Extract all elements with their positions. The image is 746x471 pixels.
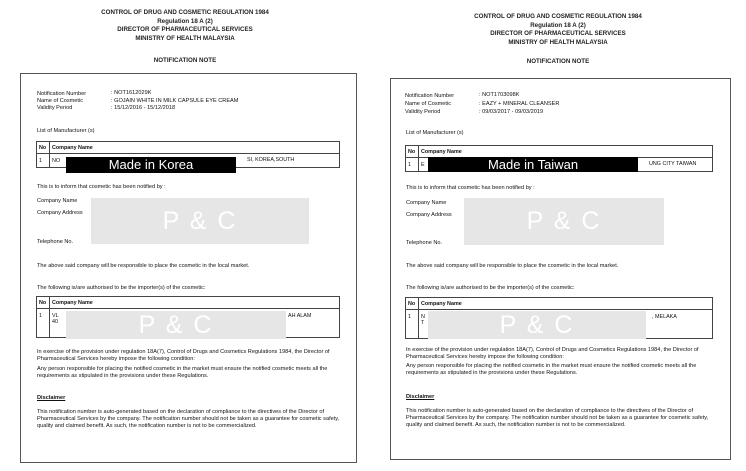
company-name-label: Company Name <box>406 200 447 206</box>
col-company-name: Company Name <box>50 142 340 154</box>
header-line-2: Regulation 18 A (2) <box>530 21 586 29</box>
header-line-1: CONTROL OF DRUG AND COSMETIC REGULATION 1984 <box>474 13 642 20</box>
col-no: No <box>406 298 419 310</box>
note-title: NOTIFICATION NOTE <box>526 58 590 65</box>
table-row: 1 N T , MELAKA <box>406 310 713 339</box>
company-name-label: Company Name <box>37 198 78 204</box>
manufacturer-list-label: List of Manufacturer (s) <box>37 128 95 134</box>
company-address-label: Company Address <box>37 210 83 216</box>
manufacturer-start: E <box>421 161 425 168</box>
importer-start-1: VL <box>52 313 59 319</box>
cosmetic-name-label: Name of Cosmetic <box>405 101 452 107</box>
condition-text: Any person responsible for placing the notified cosmetic in the market must ensure the notified cosmetic meets all the requirements as stipulated in the provisions under these Regulations. <box>406 363 697 377</box>
validity-label: Validity Period <box>405 109 441 115</box>
cosmetic-name-label: Name of Cosmetic <box>37 98 84 104</box>
notification-number-label: Notification Number <box>37 91 87 97</box>
disclaimer-text: This notification number is auto-generated based on the declaration of compliance to the directives of the Director of Pharmaceutical Services by the company. The notification number should not be taken as a guarantee for cosmetic safety, quality and claimed benefit. As such, the notification number is not to be commercialized. <box>37 409 340 430</box>
col-company-name: Company Name <box>419 298 713 310</box>
col-no: No <box>406 146 419 158</box>
header-line-3: DIRECTOR OF PHARMACEUTICAL SERVICES <box>117 26 253 34</box>
manufacturer-redaction: Made in Korea <box>66 157 236 173</box>
col-no: No <box>37 297 50 309</box>
table-row: 1 E UNG CITY TAIWAN <box>406 158 713 172</box>
note-title: NOTIFICATION NOTE <box>153 57 217 64</box>
disclaimer-text: This notification number is auto-generated based on the declaration of compliance to the directives of the Director of Pharmaceutical Services by the company. The notification number should not be taken as a guarantee for cosmetic safety, quality and claimed benefit. As such, the notification number is not to be commercialized. <box>406 408 709 429</box>
disclaimer-title: Disclaimer <box>37 395 66 401</box>
manufacturer-end: SI, KOREA,SOUTH <box>247 157 295 163</box>
manufacturer-list-label: List of Manufacturer (s) <box>406 130 464 136</box>
validity-value: : 09/03/2017 - 09/03/2019 <box>479 109 544 115</box>
col-no: No <box>37 142 50 154</box>
importer-end: AH ALAM <box>288 313 312 319</box>
disclaimer-title: Disclaimer <box>406 394 435 400</box>
col-company-name: Company Name <box>419 146 713 158</box>
telephone-label: Telephone No. <box>406 240 443 246</box>
notification-number-label: Notification Number <box>405 93 455 99</box>
table-row: 1 VL 40 AH ALAM <box>37 309 340 338</box>
doc-header <box>70 9 300 43</box>
cosmetic-name-value: : GOJAIN WHITE IN MILK CAPSULE EYE CREAM <box>111 98 239 104</box>
notification-number-value: : NOT1703098K <box>479 92 520 98</box>
importers-text: The following is/are authorised to be the importer(s) of the cosmetic: <box>406 285 575 291</box>
notified-by-text: This is to inform that cosmetic has been notified by : <box>406 185 535 191</box>
manufacturer-redaction: Made in Taiwan <box>428 157 638 172</box>
condition-text: Any person responsible for placing the notified cosmetic in the market must ensure the notified cosmetic meets all the requirements as stipulated in the provisions under these Regulations. <box>37 366 328 380</box>
header-line-4: MINISTRY OF HEALTH MALAYSIA <box>135 34 235 42</box>
importer-start-1: N <box>421 314 425 320</box>
notification-number-value: : NOT1612029K <box>111 90 152 96</box>
importer-start-2: T <box>421 320 425 326</box>
provision-text: In exercise of the provision under regulation 18A(7), Control of Drugs and Cosmetics Regulations 1984, the Director of Pharmaceutical Services hereby impose the following condition: <box>37 349 330 363</box>
responsible-text: The above said company will be responsible to place the cosmetic in the local market. <box>37 263 250 269</box>
company-watermark: P & C <box>464 198 664 245</box>
validity-label: Validity Period <box>37 105 73 111</box>
doc-header <box>443 13 673 47</box>
header-line-1: CONTROL OF DRUG AND COSMETIC REGULATION 1984 <box>101 9 269 16</box>
notification-doc-right <box>373 0 746 471</box>
cosmetic-name-value: : EAZY + MINERAL CLEANSER <box>479 101 560 107</box>
note-body <box>390 78 731 460</box>
col-company-name: Company Name <box>50 297 340 309</box>
company-address-label: Company Address <box>406 212 452 218</box>
telephone-label: Telephone No. <box>37 239 74 245</box>
importer-watermark: P & C <box>428 311 646 339</box>
importers-text: The following is/are authorised to be the importer(s) of the cosmetic: <box>37 285 206 291</box>
responsible-text: The above said company will be responsible to place the cosmetic in the local market. <box>406 263 619 269</box>
importer-start-2: 40 <box>52 319 58 325</box>
header-line-4: MINISTRY OF HEALTH MALAYSIA <box>508 38 608 46</box>
note-body <box>20 73 357 463</box>
validity-value: : 15/12/2016 - 15/12/2018 <box>111 105 176 111</box>
header-line-3: DIRECTOR OF PHARMACEUTICAL SERVICES <box>490 30 626 38</box>
manufacturer-end: UNG CITY TAIWAN <box>649 161 697 167</box>
importer-end: , MELAKA <box>652 314 677 320</box>
provision-text: In exercise of the provision under regulation 18A(7), Control of Drugs and Cosmetics Regulations 1984, the Director of Pharmaceutical Services hereby impose the following condition: <box>406 347 699 361</box>
manufacturer-start: NO <box>52 157 61 164</box>
company-watermark: P & C <box>91 198 309 244</box>
table-row: 1 NO SI, KOREA,SOUTH <box>37 154 340 168</box>
header-line-2: Regulation 18 A (2) <box>157 17 213 25</box>
importer-watermark: P & C <box>66 311 286 339</box>
notified-by-text: This is to inform that cosmetic has been notified by : <box>37 184 166 190</box>
